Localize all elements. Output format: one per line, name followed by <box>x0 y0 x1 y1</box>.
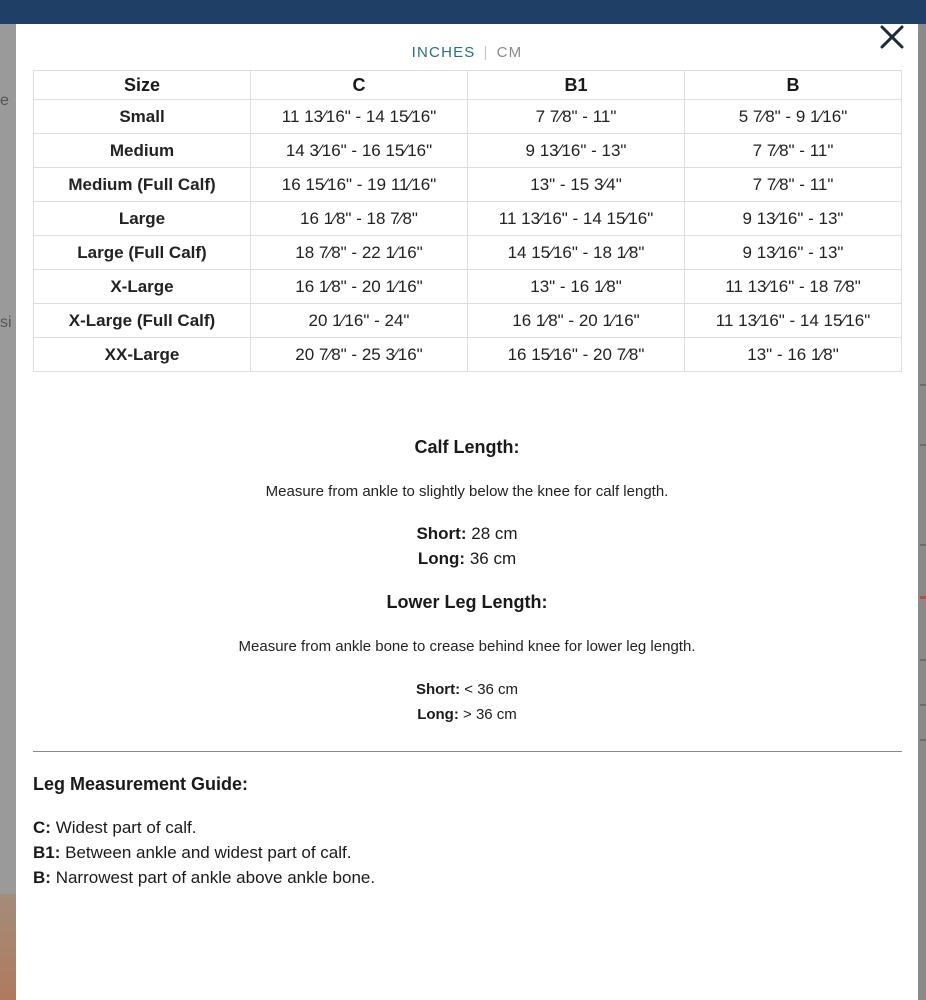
lower-leg-length-title: Lower Leg Length: <box>386 592 548 612</box>
unit-toggle <box>16 44 918 61</box>
table-row <box>34 202 902 236</box>
b1-cell: 11 13⁄16" - 14 15⁄16" <box>468 202 685 236</box>
table-row <box>34 236 902 270</box>
b-cell: 7 7⁄8" - 11" <box>685 168 902 202</box>
table-row <box>34 338 902 372</box>
background-right-content <box>918 24 926 1000</box>
calf-length-description: Measure from ankle to slightly below the knee for calf length. <box>265 483 669 500</box>
b-cell: 5 7⁄8" - 9 1⁄16" <box>685 100 902 134</box>
size-chart-table <box>33 70 902 372</box>
column-header-b: B <box>685 71 902 100</box>
size-cell: Large <box>34 202 251 236</box>
lower-leg-short <box>16 681 918 698</box>
table-row <box>34 100 902 134</box>
lower-leg-short-value: < 36 cm <box>464 681 519 698</box>
lower-leg-long-value: > 36 cm <box>463 706 517 723</box>
b-cell: 11 13⁄16" - 14 15⁄16" <box>685 304 902 338</box>
background-header <box>0 0 926 24</box>
guide-text: Narrowest part of ankle above ankle bone. <box>55 868 376 887</box>
size-chart-modal <box>16 24 918 1000</box>
b-cell: 9 13⁄16" - 13" <box>685 236 902 270</box>
guide-text: Widest part of calf. <box>55 818 197 837</box>
c-cell: 18 7⁄8" - 22 1⁄16" <box>251 236 468 270</box>
background-image-fragment <box>0 894 16 1000</box>
b1-cell: 7 7⁄8" - 11" <box>468 100 685 134</box>
column-header-b1: B1 <box>468 71 685 100</box>
table-row <box>34 134 902 168</box>
b-cell: 9 13⁄16" - 13" <box>685 202 902 236</box>
c-cell: 16 1⁄8" - 18 7⁄8" <box>251 202 468 236</box>
c-cell: 16 1⁄8" - 20 1⁄16" <box>251 270 468 304</box>
column-header-size: Size <box>34 71 251 100</box>
b1-cell: 14 15⁄16" - 18 1⁄8" <box>468 236 685 270</box>
size-cell: Medium <box>34 134 251 168</box>
calf-length-short <box>16 524 918 544</box>
lower-leg-long-label: Long: <box>417 706 459 723</box>
guide-item-b <box>33 868 375 888</box>
c-cell: 20 7⁄8" - 25 3⁄16" <box>251 338 468 372</box>
calf-length-title: Calf Length: <box>414 437 520 457</box>
background-text-fragment: si <box>0 314 12 331</box>
b1-cell: 13" - 15 3⁄4" <box>468 168 685 202</box>
c-cell: 16 15⁄16" - 19 11⁄16" <box>251 168 468 202</box>
calf-long-label: Long: <box>417 549 466 568</box>
size-cell: Small <box>34 100 251 134</box>
column-header-c: C <box>251 71 468 100</box>
guide-label: B1: <box>33 843 61 862</box>
size-cell: Medium (Full Calf) <box>34 168 251 202</box>
guide-text: Between ankle and widest part of calf. <box>65 843 352 862</box>
unit-inches-button[interactable]: INCHES <box>411 44 476 61</box>
lower-leg-long <box>16 706 918 723</box>
table-row <box>34 270 902 304</box>
size-cell: X-Large (Full Calf) <box>34 304 251 338</box>
section-divider <box>33 751 902 752</box>
b1-cell: 9 13⁄16" - 13" <box>468 134 685 168</box>
guide-label: C: <box>33 818 51 837</box>
b-cell: 7 7⁄8" - 11" <box>685 134 902 168</box>
lower-leg-length-description: Measure from ankle bone to crease behind knee for lower leg length. <box>238 638 696 655</box>
calf-short-label: Short: <box>416 524 467 543</box>
calf-long-value: 36 cm <box>469 549 517 568</box>
background-left-content <box>0 24 16 1000</box>
guide-item-c <box>33 818 196 838</box>
lower-leg-short-label: Short: <box>415 681 461 698</box>
guide-title: Leg Measurement Guide: <box>33 774 249 794</box>
table-row <box>34 304 902 338</box>
guide-label: B: <box>33 868 51 887</box>
c-cell: 20 1⁄16" - 24" <box>251 304 468 338</box>
c-cell: 11 13⁄16" - 14 15⁄16" <box>251 100 468 134</box>
background-text-fragment: e <box>0 92 9 109</box>
calf-length-long <box>16 549 918 569</box>
size-cell: X-Large <box>34 270 251 304</box>
unit-separator: | <box>483 44 489 61</box>
size-cell: Large (Full Calf) <box>34 236 251 270</box>
table-row <box>34 168 902 202</box>
size-cell: XX-Large <box>34 338 251 372</box>
b1-cell: 16 1⁄8" - 20 1⁄16" <box>468 304 685 338</box>
unit-cm-button[interactable]: CM <box>496 44 523 61</box>
b1-cell: 13" - 16 1⁄8" <box>468 270 685 304</box>
guide-item-b1 <box>33 843 351 863</box>
b-cell: 13" - 16 1⁄8" <box>685 338 902 372</box>
calf-short-value: 28 cm <box>471 524 518 543</box>
c-cell: 14 3⁄16" - 16 15⁄16" <box>251 134 468 168</box>
b-cell: 11 13⁄16" - 18 7⁄8" <box>685 270 902 304</box>
table-header-row <box>34 71 902 100</box>
b1-cell: 16 15⁄16" - 20 7⁄8" <box>468 338 685 372</box>
